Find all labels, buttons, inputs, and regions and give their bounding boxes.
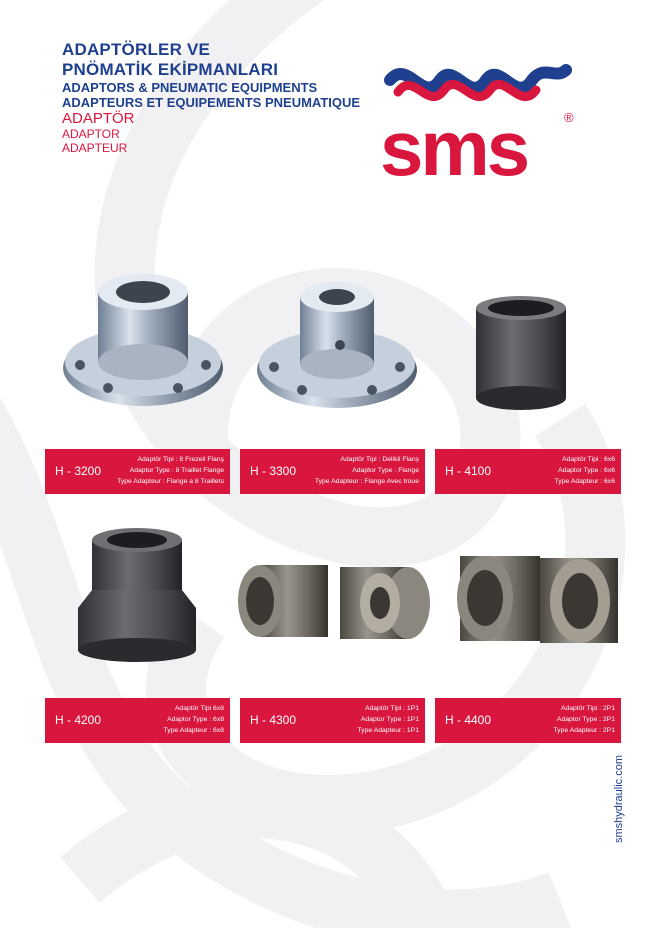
product-code: H - 4100 xyxy=(445,464,492,478)
product-code: H - 3300 xyxy=(250,464,297,478)
title-turkish-line2: PNÖMATİK EKİPMANLARI xyxy=(62,60,279,79)
wave-icon xyxy=(390,70,566,97)
spec-fr: Type Adapteur : 6x8 xyxy=(163,727,224,734)
spec-en: Adaptor Type : Flange xyxy=(352,467,419,474)
product-code: H - 4400 xyxy=(445,713,492,727)
spec-tr: Adaptör Tipi 6x8 xyxy=(174,705,224,712)
product-specs xyxy=(315,454,419,487)
product-bar-h4300 xyxy=(240,698,425,743)
spec-tr: Adaptör Tipi : Delikli Flanş xyxy=(340,456,419,463)
product-code: H - 4300 xyxy=(250,713,297,727)
product-specs xyxy=(164,703,224,736)
spec-fr: Type Adapteur : Flange Avec troue xyxy=(314,478,419,485)
spec-fr: Type Adapteur : Flange a 8 Traillets xyxy=(117,478,224,485)
spec-tr: Adaptör Tipi : 1P1 xyxy=(364,705,419,712)
subtitle-turkish: ADAPTÖR xyxy=(62,110,135,127)
spec-en: Adaptor Type : 2P1 xyxy=(556,716,615,723)
spec-fr: Type Adapteur : 1P1 xyxy=(357,727,419,734)
spec-en: Adaptor Type : 1P1 xyxy=(360,716,419,723)
header xyxy=(62,40,360,155)
product-image-h4100 xyxy=(466,290,576,415)
subtitle-english: ADAPTOR xyxy=(62,127,120,141)
product-specs xyxy=(357,703,419,736)
product-bar-h4400 xyxy=(435,698,621,743)
registered-mark: ® xyxy=(564,110,574,125)
spec-en: Adaptor Type : 6x8 xyxy=(167,716,224,723)
title-turkish-line1: ADAPTÖRLER VE xyxy=(62,40,211,59)
spec-fr: Type Adapteur : 6x6 xyxy=(554,478,615,485)
product-code: H - 4200 xyxy=(55,713,102,727)
product-image-h4300 xyxy=(230,553,430,653)
spec-tr: Adaptör Tipi : 8 Frezeli Flanş xyxy=(137,456,224,463)
title-english: ADAPTORS & PNEUMATIC EQUIPMENTS xyxy=(62,80,318,95)
spec-fr: Type Adapteur : 2P1 xyxy=(553,727,615,734)
subtitle-french: ADAPTEUR xyxy=(62,141,128,155)
product-specs xyxy=(555,454,615,487)
sms-logo xyxy=(378,50,578,190)
product-bar-h4200 xyxy=(45,698,230,743)
product-specs xyxy=(117,454,224,487)
product-image-h3300 xyxy=(252,275,422,420)
spec-en: Adaptor Type : 8 Traillet Flange xyxy=(129,467,224,474)
product-image-h3200 xyxy=(58,270,228,420)
product-specs xyxy=(553,703,615,736)
spec-tr: Adaptör Tipi : 2P1 xyxy=(560,705,615,712)
product-bar-h3300 xyxy=(240,449,425,494)
website-url[interactable]: smshydraulic.com xyxy=(613,754,625,843)
title-french: ADAPTEURS ET EQUIPEMENTS PNEUMATIQUE xyxy=(62,95,361,110)
product-bar-h3200 xyxy=(45,449,230,494)
logo-text: sms xyxy=(380,104,528,190)
spec-tr: Adaptör Tipi : 6x6 xyxy=(562,456,615,463)
product-image-h4400 xyxy=(440,546,630,656)
product-code: H - 3200 xyxy=(55,464,102,478)
product-bar-h4100 xyxy=(435,449,621,494)
product-image-h4200 xyxy=(72,520,202,665)
spec-en: Adaptor Type : 6x6 xyxy=(558,467,615,474)
